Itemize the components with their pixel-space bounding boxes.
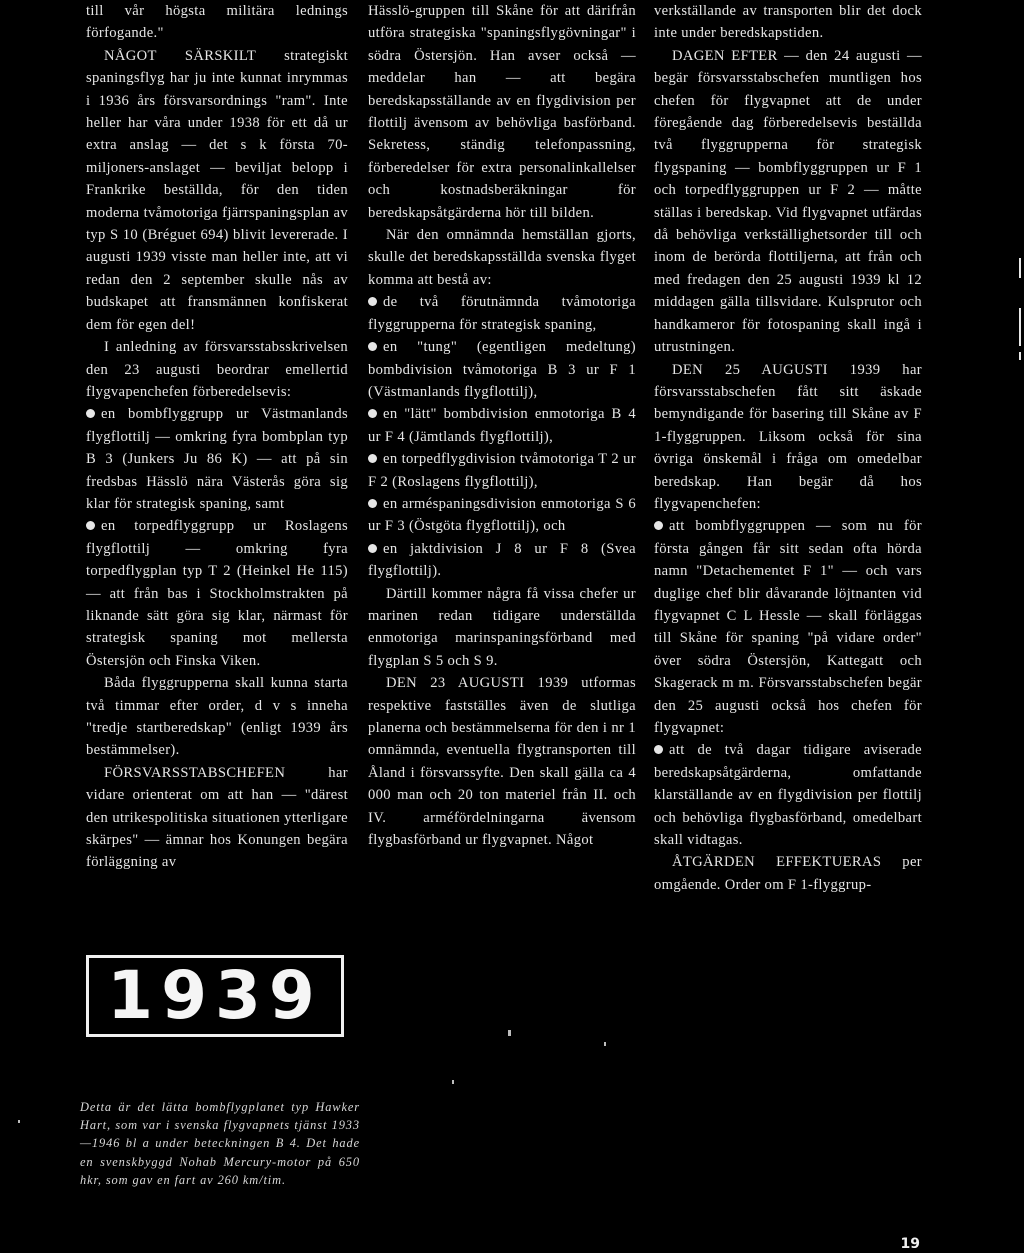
bullet-item xyxy=(86,403,348,515)
bullet-item xyxy=(654,739,922,851)
bullet-text: en "lätt" bombdivision enmotoriga B 4 ur F 4 (Jämtlands flygflottilj), xyxy=(368,406,636,445)
bullet-text: en jaktdivision J 8 ur F 8 (Svea flygflottilj). xyxy=(368,540,636,580)
bullet-dot-icon xyxy=(368,454,377,463)
article-column-1 xyxy=(86,0,348,874)
bullet-dot-icon xyxy=(654,745,663,754)
bullet-item xyxy=(368,336,636,403)
photo-caption: Detta är det lätta bombflygplanet typ Hawker Hart, som var i svenska flygvapnets tjänst 1933—1946 bl a under beteckningen B 4. Det hade en svenskbyggd Nohab Mercury-motor på 650 hkr, som gav en fart av 260 km/tim. xyxy=(80,1100,360,1187)
page-number: 19 xyxy=(900,1236,920,1252)
edge-mark xyxy=(1019,308,1021,346)
bullet-text: att bombflyggruppen — som nu för första gången får sitt sedan ofta hörda namn "Detachementet F 1" — och vars duglige chef blir dåvarande löjtnanten vid flygvapnet C L Hessle — skall förläggas till Skåne för spaning "på vidare order" över södra Östersjön, Kattegatt och Skagerack m m. Försvarsstabschefen begär den 25 augusti också hos chefen för flygvapnet: xyxy=(654,518,922,736)
bullet-text: en torpedflyggrupp ur Roslagens flygflottilj — omkring fyra torpedflygplan typ T 2 (Heinkel He 115) — att från bas i Stockholmstrakten på liknande sätt göra sig klar, närmast för strategisk spaning mot mellersta Östersjön och Finska Viken. xyxy=(86,518,348,669)
paragraph: FÖRSVARSSTABSCHEFEN har vidare orienterat om att han — "därest den utrikespolitiska situationen ytterligare skärpes" — ämnar hos Konungen begära förläggning av xyxy=(86,764,348,871)
paragraph: DEN 23 AUGUSTI 1939 utformas respektive fastställes även de slutliga planerna och bestämmelserna för den i nr 1 omnämnda, eventuella flygtransporten till Åland i försvarssyfte. Den skall gälla ca 4 000 man och 20 ton materiel från II. och IV. arméfördelningarna ävensom flygbasförband ur flygvapnet. Något xyxy=(368,675,636,849)
photo-speck xyxy=(604,1042,606,1046)
bullet-dot-icon xyxy=(86,409,95,418)
paragraph: I anledning av försvarsstabsskrivelsen den 23 augusti beordrar emellertid flygvapenchefen förberedelsevis: xyxy=(86,339,348,400)
bullet-item xyxy=(368,448,636,493)
bullet-dot-icon xyxy=(368,409,377,418)
paragraph: Därtill kommer några få vissa chefer ur marinen redan tidigare underställda enmotoriga marinspaningsförband med flygplan S 5 och S 9. xyxy=(368,585,636,669)
bullet-item xyxy=(368,291,636,336)
photo-speck xyxy=(18,1120,20,1123)
bullet-text: en bombflyggrupp ur Västmanlands flygflottilj — omkring fyra bombplan typ B 3 (Junkers Ju 86 K) — att på sin fredsbas Hässlö nära Västerås göra sig klar för strategisk spaning, samt xyxy=(86,406,348,512)
bullet-text: en torpedflygdivision tvåmotoriga T 2 ur F 2 (Roslagens flygflottilj), xyxy=(368,451,636,490)
paragraph: DEN 25 AUGUSTI 1939 har försvarsstabschefen fått sitt äskade bemyndigande för basering till Skåne av F 1-flyggruppen. Liksom också för sina övriga önskemål i fråga om omedelbar beredskap. Han begär då hos flygvapenchefen: xyxy=(654,361,922,512)
paragraph: DAGEN EFTER — den 24 augusti — begär försvarsstabschefen muntligen hos chefen för flygvapnet att de under föregående dag förberedelsevis beställda två flyggrupperna för strategisk flygspaning — bombflyggruppen ur F 1 och torpedflyggruppen ur F 2 — måtte ställas i beredskap. Vid flygvapnet utfärdas då behövliga verkställighetsorder till och inom de berörda flottiljerna, att från och med fredagen den 25 augusti 1939 kl 12 middagen gälla tillsvidare. Kulsprutor och handkameror för fotospaning skall ingå i utrustningen. xyxy=(654,47,922,356)
photo-speck xyxy=(508,1030,511,1036)
paragraph: När den omnämnda hemställan gjorts, skulle det beredskapsställda svenska flyget komma att bestå av: xyxy=(368,227,636,288)
bullet-item xyxy=(368,403,636,448)
bullet-text: en "tung" (egentligen medeltung) bombdivision tvåmotoriga B 3 ur F 1 (Västmanlands flygflottilj), xyxy=(368,339,636,400)
bullet-item xyxy=(368,493,636,538)
bullet-dot-icon xyxy=(368,342,377,351)
paragraph: till vår högsta militära lednings förfogande." xyxy=(86,3,348,42)
article-column-3 xyxy=(654,0,922,896)
paragraph: ÅTGÄRDEN EFFEKTUERAS per omgående. Order om F 1-flyggrup- xyxy=(654,854,922,893)
bullet-dot-icon xyxy=(368,499,377,508)
bullet-text: att de två dagar tidigare aviserade beredskapsåtgärderna, omfattande klarställande av en flygdivision per flottilj och behövliga flygbasförband, omedelbart skall vidtagas. xyxy=(654,742,922,849)
paragraph: verkställande av transporten blir det dock inte under beredskapstiden. xyxy=(654,3,922,42)
bullet-dot-icon xyxy=(654,521,663,530)
paragraph: Båda flyggrupperna skall kunna starta två timmar efter order, d v s inneha "tredje startberedskap" (enligt 1939 års bestämmelser). xyxy=(86,675,348,759)
bullet-text: de två förutnämnda tvåmotoriga flyggrupperna för strategisk spaning, xyxy=(368,294,636,333)
bullet-item xyxy=(86,515,348,672)
year-heading: 1939 xyxy=(107,957,323,1034)
bullet-item xyxy=(654,515,922,739)
bullet-item xyxy=(368,538,636,583)
year-heading-box xyxy=(86,955,344,1037)
paragraph: Hässlö-gruppen till Skåne för att därifrån utföra strategiska "spaningsflygövningar" i södra Östersjön. Han avser också — meddelar han — att begära beredskapsställande av en flygdivision per flottilj ävensom av behövliga basförband. Sekretess, ständig telefonpassning, förberedelser för extra personalinkallelser och kostnadsberäkningar för beredskapsåtgärderna hör till bilden. xyxy=(368,3,636,221)
article-column-2 xyxy=(368,0,636,851)
photo-speck xyxy=(452,1080,454,1084)
bullet-text: en arméspaningsdivision enmotoriga S 6 ur F 3 (Östgöta flygflottilj), och xyxy=(368,495,636,535)
bullet-dot-icon xyxy=(368,544,377,553)
bullet-dot-icon xyxy=(368,297,377,306)
paragraph: NÅGOT SÄRSKILT strategiskt spaningsflyg har ju inte kunnat inrymmas i 1936 års försvarsordnings "ram". Inte heller har våra under 1938 för ett då ur extra anslag — det s k första 70-miljoners-anslaget — beviljat belopp i Frankrike beställda, för den tiden moderna tvåmotoriga fjärrspaningsplan av typ S 10 (Bréguet 694) blivit levererade. I augusti 1939 visste man heller inte, att vi redan den 2 september skulle nås av budskapet att fransmännen konfiskerat dem för egen del! xyxy=(86,47,348,333)
edge-mark xyxy=(1019,258,1021,278)
bullet-dot-icon xyxy=(86,521,95,530)
edge-mark xyxy=(1019,352,1021,360)
